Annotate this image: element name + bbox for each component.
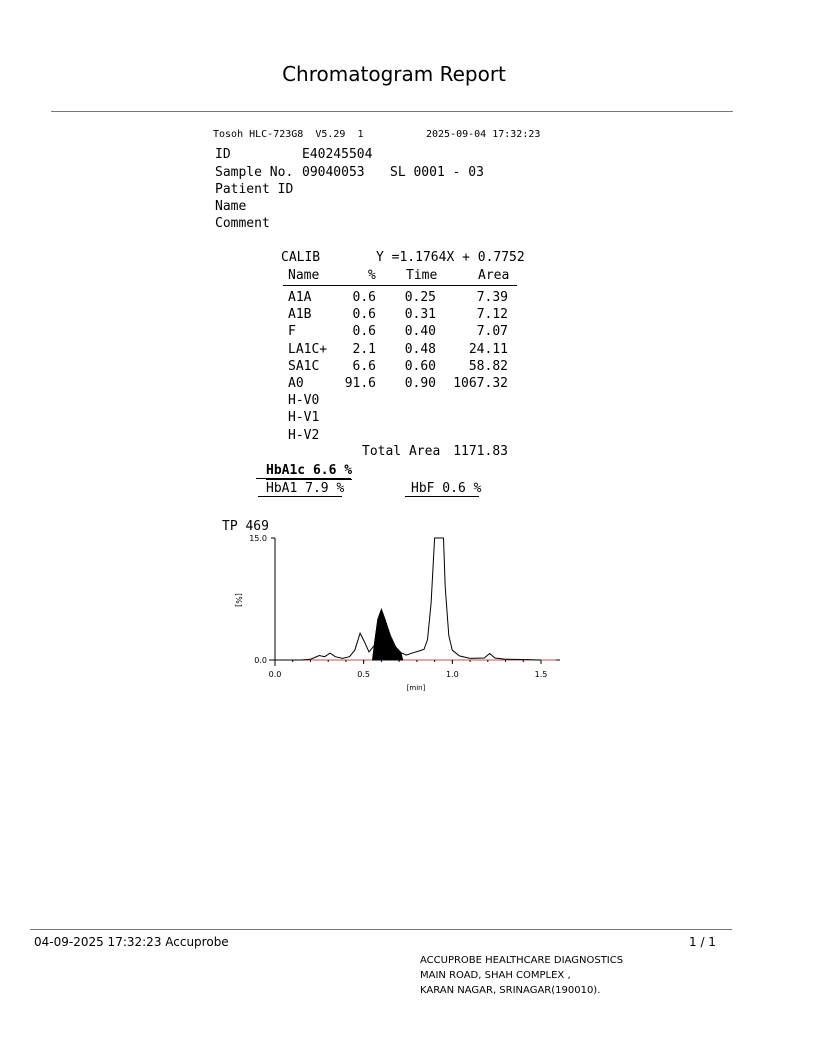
y-tick-label: 15.0 xyxy=(249,534,267,543)
hba1c-result: HbA1c 6.6 % xyxy=(266,463,353,478)
sample-no-label: Sample No. xyxy=(215,165,294,180)
patient-id-label: Patient ID xyxy=(215,182,294,197)
peak-pct: 0.6 xyxy=(352,324,376,339)
peak-pct: 2.1 xyxy=(352,342,376,357)
x-axis-label: [min] xyxy=(406,684,426,692)
sample-no-value: 09040053 xyxy=(302,165,365,180)
chromatogram-trace xyxy=(275,538,541,660)
peak-pct: 6.6 xyxy=(352,359,376,374)
peak-name: H-V0 xyxy=(288,393,320,408)
peak-area: 1067.32 xyxy=(453,376,508,391)
instrument-name: Tosoh HLC-723G8 V5.29 1 xyxy=(213,129,364,140)
peak-name: LA1C+ xyxy=(288,342,328,357)
name-label: Name xyxy=(215,199,247,214)
x-tick-label: 1.5 xyxy=(534,670,548,679)
peak-time: 0.31 xyxy=(404,307,436,322)
lab-address-line1: MAIN ROAD, SHAH COMPLEX , xyxy=(420,970,571,981)
peak-time: 0.40 xyxy=(404,324,436,339)
y-tick-label: 0.0 xyxy=(254,656,267,665)
peak-name: A0 xyxy=(288,376,304,391)
peak-time: 0.90 xyxy=(404,376,436,391)
peak-name: A1B xyxy=(288,307,312,322)
footer-divider xyxy=(30,929,732,930)
peak-area: 7.39 xyxy=(476,290,508,305)
total-area-value: 1171.83 xyxy=(453,444,508,459)
peak-name: A1A xyxy=(288,290,312,305)
page-number: 1 / 1 xyxy=(689,935,716,949)
peak-pct: 0.6 xyxy=(352,290,376,305)
x-tick-label: 0.5 xyxy=(357,670,371,679)
peak-area: 7.07 xyxy=(476,324,508,339)
peak-area: 7.12 xyxy=(476,307,508,322)
col-header-area: Area xyxy=(478,268,510,283)
comment-label: Comment xyxy=(215,216,270,231)
x-tick-label: 0.0 xyxy=(268,670,282,679)
total-area-label: Total Area xyxy=(362,444,441,459)
report-datetime: 2025-09-04 17:32:23 xyxy=(426,129,541,140)
sa1c-peak-fill xyxy=(373,610,403,660)
id-value: E40245504 xyxy=(302,147,373,162)
sl-value: SL 0001 - 03 xyxy=(390,165,484,180)
peak-name: SA1C xyxy=(288,359,320,374)
calib-label: CALIB xyxy=(281,250,321,265)
peak-area: 58.82 xyxy=(468,359,508,374)
y-axis-label: [%] xyxy=(234,593,243,607)
peak-area: 24.11 xyxy=(468,342,508,357)
hbf-result: HbF 0.6 % xyxy=(411,481,482,496)
col-header-time: Time xyxy=(406,268,438,283)
lab-name: ACCUPROBE HEALTHCARE DIAGNOSTICS xyxy=(420,955,624,966)
hba1-result: HbA1 7.9 % xyxy=(266,481,345,496)
peak-name: H-V1 xyxy=(288,410,320,425)
col-header-name: Name xyxy=(288,268,320,283)
tp-text: TP xyxy=(222,519,238,534)
peak-name: H-V2 xyxy=(288,428,320,443)
col-header-pct: % xyxy=(368,268,376,283)
id-label: ID xyxy=(215,147,231,162)
peak-pct: 91.6 xyxy=(344,376,376,391)
report-title: Chromatogram Report xyxy=(282,62,506,86)
x-tick-label: 1.0 xyxy=(445,670,459,679)
footer-timestamp: 04-09-2025 17:32:23 Accuprobe xyxy=(34,935,229,949)
tp-value: 469 xyxy=(245,519,269,534)
peak-time: 0.48 xyxy=(404,342,436,357)
peak-name: F xyxy=(288,324,296,339)
lab-address-line2: KARAN NAGAR, SRINAGAR(190010). xyxy=(420,985,601,996)
peak-time: 0.60 xyxy=(404,359,436,374)
peak-pct: 0.6 xyxy=(352,307,376,322)
calib-equation: Y =1.1764X + 0.7752 xyxy=(376,250,525,265)
peak-time: 0.25 xyxy=(404,290,436,305)
